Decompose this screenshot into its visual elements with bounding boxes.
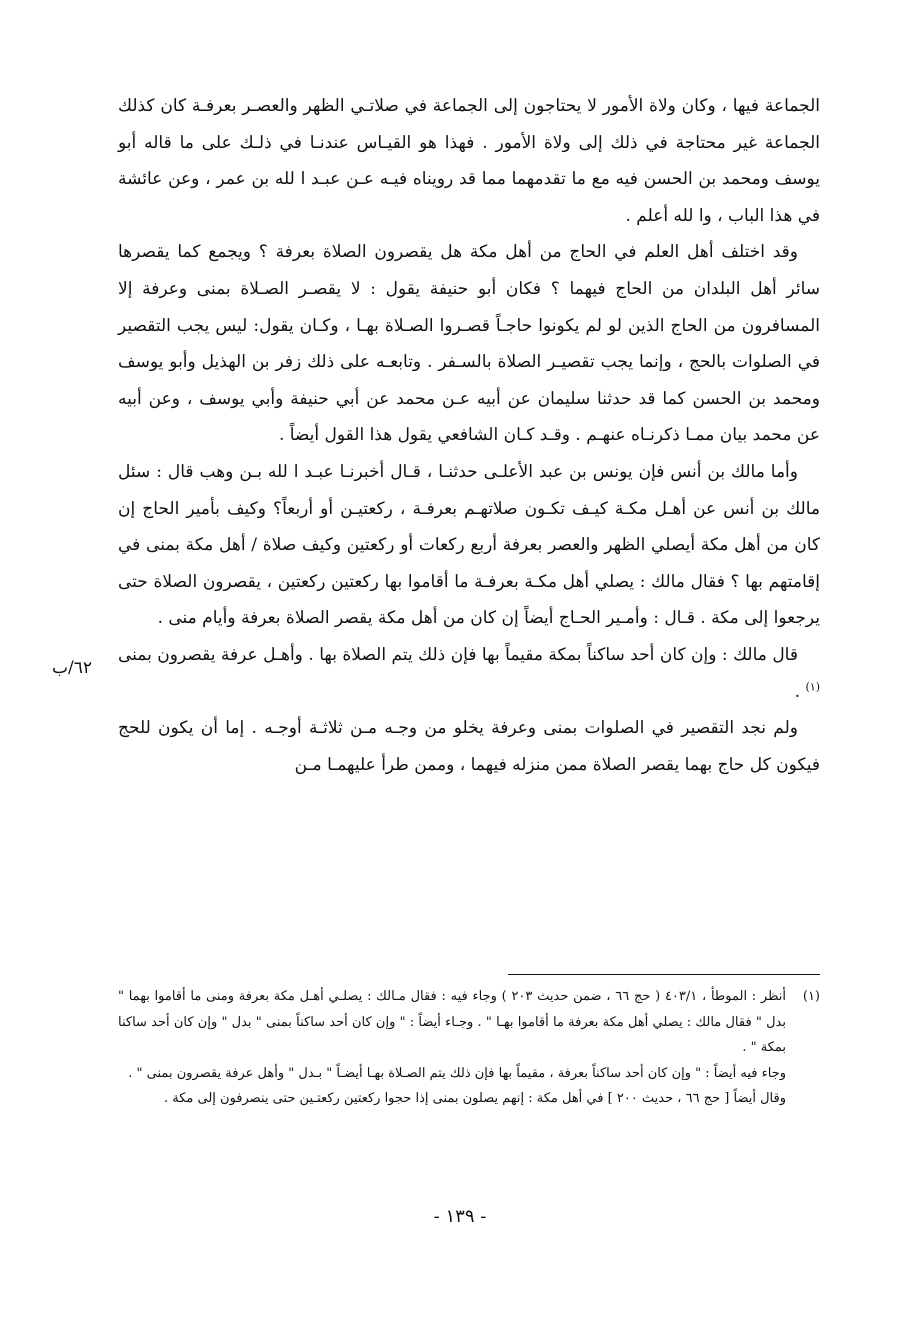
paragraph-4: [118, 637, 820, 710]
paragraph-3: وأما مالك بن أنس فإن يونس بن عبد الأعلـى حدثنـا ، قـال أخبرنـا عبـد ا لله بـن وهب قال : سئل مالك بن أنس عن أهـل مكـة كيـف تكـون صلاتهـم بعرفـة ، ركعتيـن أو أربعاً؟ وكيف بأمير الحاج إن كان من أهل مكة أيصلي الظهر والعصر بعرفة أربع ركعات أو ركعتين وكيف صلاة / أهل مكة بمنى في إقامتهم بها ؟ فقال مالك : يصلي أهل مكـة بعرفـة ما أقاموا بها ركعتين ركعتين ، يقصرون الصلاة حتى يرجعوا إلى مكة . قـال : وأمـير الحـاج أيضاً إن كان من أهل مكة يقصر الصلاة بعرفة وأيام منى .: [118, 461, 820, 629]
main-text: [118, 88, 820, 783]
footnote-line: أنظر : الموطأ ، ٤٠٣/١ ( حج ٦٦ ، ضمن حديث ٢٠٣ ) وجاء فيه : فقال مـالك : يصلـي أهـل مكة بعرفة ومنى ما أقاموا بهما " بدل " فقال مالك : يصلي أهل مكة بعرفة ما أقاموا بهـا " . وجـاء أيضاً : " وإن كان أحد ساكناً بمنى " بدل " وإن كان أحد ساكنا بمكة " .: [118, 989, 786, 1055]
footnote-line: وجاء فيه أيضاً : " وإن كان أحد ساكناً بعرفة ، مقيماً بها فإن ذلك يتم الصـلاة بهـا أيضـاً " بـدل " وأهل عرفة يقصرون بمنى " .: [128, 1065, 786, 1081]
paragraph-4-tail: .: [794, 681, 806, 702]
paragraph-1: الجماعة فيها ، وكان ولاة الأمور لا يحتاجون إلى الجماعة في صلاتـي الظهر والعصـر بعرفـة كان كذلك الجماعة غير محتاجة في ذلك إلى ولاة الأمور . فهذا هو القيـاس عندنـا في ذلـك على ما قاله أبو يوسف ومحمد بن الحسن فيه مع ما تقدمهما مما قد رويناه فيـه عـن عبـد ا لله بن عمر ، وعن عائشة في هذا الباب ، وا لله أعلم .: [118, 96, 820, 226]
footnote-body: [118, 984, 786, 1112]
paragraph-4-text: قال مالك : وإن كان أحد ساكناً بمكة مقيماً بها فإن ذلك يتم الصلاة بها . وأهـل عرفة يقصرون بمنى: [118, 644, 798, 665]
footnotes: [118, 984, 820, 1112]
margin-folio-note: ٦٢/ب: [52, 658, 92, 678]
footnote-number: (١): [802, 989, 820, 1004]
page-number: - ١٣٩ -: [433, 1206, 487, 1227]
footnote-line: وقال أيضاً [ حج ٦٦ ، حديث ٢٠٠ ] في أهل مكة : إنهم يصلون بمنى إذا حجوا ركعتين ركعتـين حتى ينصرفون إلى مكة .: [163, 1091, 786, 1106]
paragraph-2: وقد اختلف أهل العلم في الحاج من أهل مكة هل يقصرون الصلاة بعرفة ؟ ويجمع كما يقصرها سائر أهل البلدان من الحاج فيهما ؟ فكان أبو حنيفة يقول : لا يقصـر الصـلاة بمنى وعرفة إلا المسافرون من الحاج الذين لو لم يكونوا حاجـاً قصـروا الصـلاة بهـا ، وكـان يقول: ليس يجب التقصير في الصلوات بالحج ، وإنما يجب تقصيـر الصلاة بالسـفر . وتابعـه على ذلك زفر بن الهذيل وأبو يوسف ومحمد بن الحسن كما قد حدثنا سليمان عن أبيه عـن محمد عن أبي حنيفة وأبي يوسف ، وعن أبيه عن محمد بيان ممـا ذكرنـاه عنهـم . وقـد كـان الشافعي يقول هذا القول أيضاً .: [118, 242, 820, 446]
paragraph-5: ولم نجد التقصير في الصلوات بمنى وعرفة يخلو من وجـه مـن ثلاثـة أوجـه . إما أن يكون للحج فيكون كل حاج بهما يقصر الصلاة ممن منزله فيهما ، وممن طرأ عليهمـا مـن: [118, 718, 820, 775]
footnote-separator: [508, 974, 820, 975]
footnote-1: [118, 984, 820, 1112]
footnote-reference: (١): [805, 679, 820, 693]
